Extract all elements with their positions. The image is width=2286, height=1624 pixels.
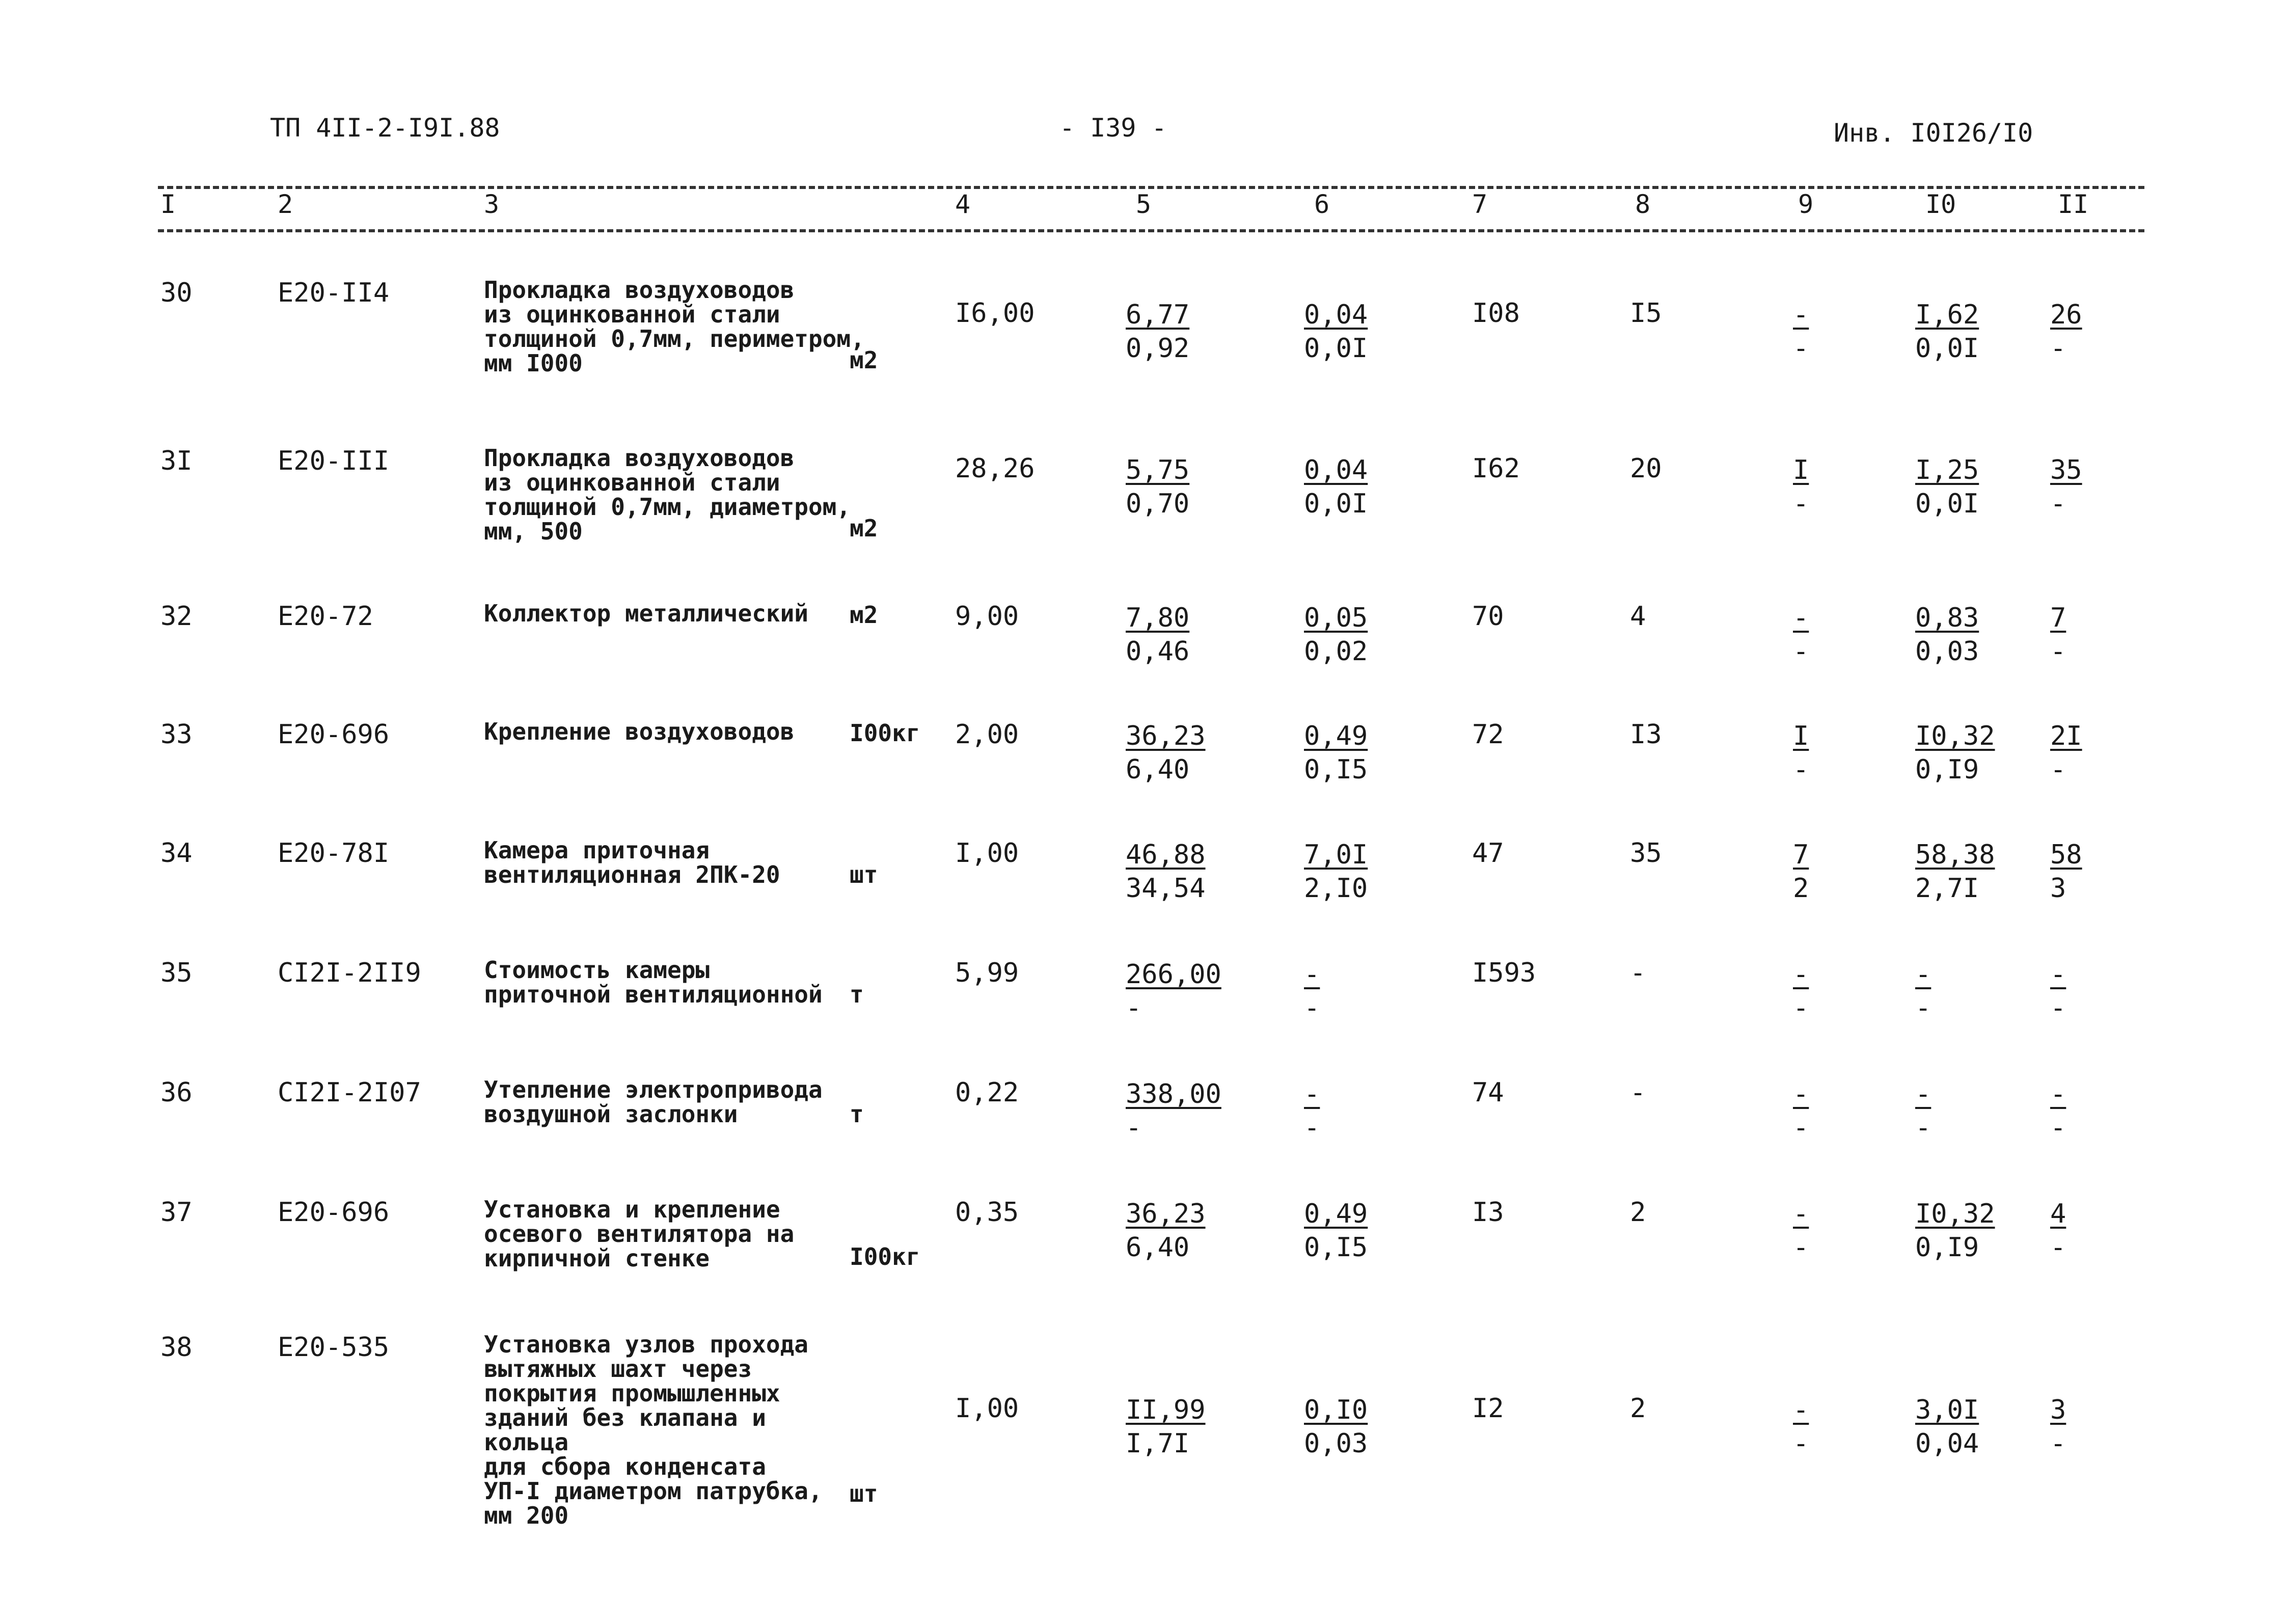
labor-unit: $\frac{I,25}{0,0I}$ [1915,455,1979,519]
quantity: 2,00 [955,719,1019,750]
column-number: 2 [278,190,293,219]
unit-cost: $\frac{5,75}{0,70}$ [1126,455,1190,519]
quantity: 28,26 [955,453,1035,484]
inventory-number: Инв. I0I26/I0 [1834,118,2033,148]
unit: шт [850,861,878,888]
unit-cost: 266,00 - [1126,959,1221,1023]
unit: I00кг [850,719,920,747]
machine-cost: $\frac{0,49}{0,I5}$ [1304,721,1368,785]
labor-unit: $\frac{I0,32}{0,I9}$ [1915,721,1995,785]
wages: - [1630,958,1646,988]
total-cost: I3 [1472,1197,1504,1228]
unit-cost: 338,00 - [1126,1079,1221,1143]
column-number: 6 [1314,190,1330,219]
labor-total: - - [2050,959,2066,1023]
labor-total: 2I - [2050,721,2082,785]
unit-cost: $\frac{7,80}{0,46}$ [1126,603,1190,667]
labor-unit: $\frac{58,38}{2,7I}$ [1915,840,1995,904]
row-number: 38 [160,1332,193,1363]
unit: I00кг [850,1243,920,1270]
row-number: 34 [160,838,193,869]
machine-cost: $\frac{0,49}{0,I5}$ [1304,1199,1368,1263]
wages: I5 [1630,298,1662,329]
wages: 20 [1630,453,1662,484]
labor-unit: - - [1915,959,1931,1023]
page-number: - I39 - [1059,113,1167,143]
unit-cost: $\frac{6,77}{0,92}$ [1126,300,1190,364]
unit: м2 [850,346,878,374]
unit: м2 [850,515,878,542]
rate-code: Е20-696 [278,719,390,750]
column-9-value: - - [1793,300,1809,364]
column-9-value: - - [1793,1395,1809,1459]
machine-cost: - - [1304,1079,1320,1143]
work-description: Крепление воздуховодов [484,718,795,745]
header-divider-top [158,186,2144,189]
labor-total: 4 - [2050,1199,2066,1263]
row-number: 33 [160,719,193,750]
unit: шт [850,1480,878,1507]
work-description: Утепление электропривода воздушной заслонки [484,1076,823,1128]
total-cost: I08 [1472,298,1520,329]
column-number: 9 [1798,190,1814,219]
column-number: I0 [1925,190,1956,219]
total-cost: 74 [1472,1077,1504,1108]
column-9-value: $\frac{7}{2}$ [1793,840,1809,904]
unit: м2 [850,601,878,629]
labor-total: 35 - [2050,455,2082,519]
work-description: Прокладка воздуховодов из оцинкованной стали толщиной 0,7мм, диаметром, мм, 500 [484,444,851,545]
quantity: I,00 [955,1393,1019,1424]
row-number: 32 [160,601,193,632]
unit-cost: $\frac{36,23}{6,40}$ [1126,1199,1206,1263]
rate-code: СI2I-2I07 [278,1077,421,1108]
labor-total: - - [2050,1079,2066,1143]
rate-code: Е20-78I [278,838,390,869]
total-cost: 70 [1472,601,1504,632]
header-divider-bottom [158,229,2144,232]
wages: 2 [1630,1393,1646,1424]
quantity: 0,35 [955,1197,1019,1228]
total-cost: I593 [1472,958,1536,988]
work-description: Камера приточная вентиляционная 2ПК-20 [484,836,780,888]
labor-unit: $\frac{0,83}{0,03}$ [1915,603,1979,667]
labor-total: 7 - [2050,603,2066,667]
labor-total: 26 - [2050,300,2082,364]
column-number: 5 [1136,190,1152,219]
unit-cost: $\frac{II,99}{I,7I}$ [1126,1395,1206,1459]
labor-unit: $\frac{I0,32}{0,I9}$ [1915,1199,1995,1263]
row-number: 30 [160,278,193,308]
total-cost: I62 [1472,453,1520,484]
column-number: I [160,190,176,219]
column-number: II [2058,190,2089,219]
quantity: I6,00 [955,298,1035,329]
quantity: 9,00 [955,601,1019,632]
machine-cost: $\frac{0,04}{0,0I}$ [1304,300,1368,364]
column-9-value: I - [1793,721,1809,785]
column-number: 8 [1635,190,1651,219]
quantity: 5,99 [955,958,1019,988]
column-9-value: I - [1793,455,1809,519]
row-number: 36 [160,1077,193,1108]
unit: т [850,1100,864,1128]
quantity: I,00 [955,838,1019,869]
labor-unit: $\frac{3,0I}{0,04}$ [1915,1395,1979,1459]
wages: I3 [1630,719,1662,750]
column-number: 3 [484,190,500,219]
machine-cost: $\frac{0,05}{0,02}$ [1304,603,1368,667]
rate-code: Е20-72 [278,601,373,632]
rate-code: Е20-696 [278,1197,390,1228]
work-description: Коллектор металлический [484,600,808,627]
work-description: Установка и крепление осевого вентилятора на кирпичной стенке [484,1196,795,1272]
row-number: 37 [160,1197,193,1228]
labor-total: 3 - [2050,1395,2066,1459]
wages: 4 [1630,601,1646,632]
row-number: 3I [160,446,193,476]
machine-cost: $\frac{7,0I}{2,I0}$ [1304,840,1368,904]
column-number: 4 [955,190,971,219]
work-description: Прокладка воздуховодов из оцинкованной стали толщиной 0,7мм, периметром, мм I000 [484,276,865,377]
machine-cost: - - [1304,959,1320,1023]
wages: - [1630,1077,1646,1108]
wages: 35 [1630,838,1662,869]
unit: т [850,981,864,1008]
wages: 2 [1630,1197,1646,1228]
rate-code: Е20-535 [278,1332,390,1363]
doc-code: ТП 4II-2-I9I.88 [270,113,500,143]
column-9-value: - - [1793,1079,1809,1143]
total-cost: I2 [1472,1393,1504,1424]
unit-cost: $\frac{46,88}{34,54}$ [1126,840,1206,904]
rate-code: Е20-III [278,446,390,476]
rate-code: СI2I-2II9 [278,958,421,988]
column-9-value: - - [1793,959,1809,1023]
labor-unit: $\frac{I,62}{0,0I}$ [1915,300,1979,364]
unit-cost: $\frac{36,23}{6,40}$ [1126,721,1206,785]
labor-total: $\frac{58}{3}$ [2050,840,2082,904]
rate-code: Е20-II4 [278,278,390,308]
machine-cost: $\frac{0,04}{0,0I}$ [1304,455,1368,519]
row-number: 35 [160,958,193,988]
column-number: 7 [1472,190,1488,219]
machine-cost: $\frac{0,I0}{0,03}$ [1304,1395,1368,1459]
work-description: Стоимость камеры приточной вентиляционной [484,956,823,1008]
total-cost: 72 [1472,719,1504,750]
column-9-value: - - [1793,603,1809,667]
column-9-value: - - [1793,1199,1809,1263]
total-cost: 47 [1472,838,1504,869]
work-description: Установка узлов прохода вытяжных шахт через покрытия промышленных зданий без клапана и кольца для сбора конденсата УП-I диаметром патрубка, мм 200 [484,1331,823,1529]
quantity: 0,22 [955,1077,1019,1108]
labor-unit: - - [1915,1079,1931,1143]
